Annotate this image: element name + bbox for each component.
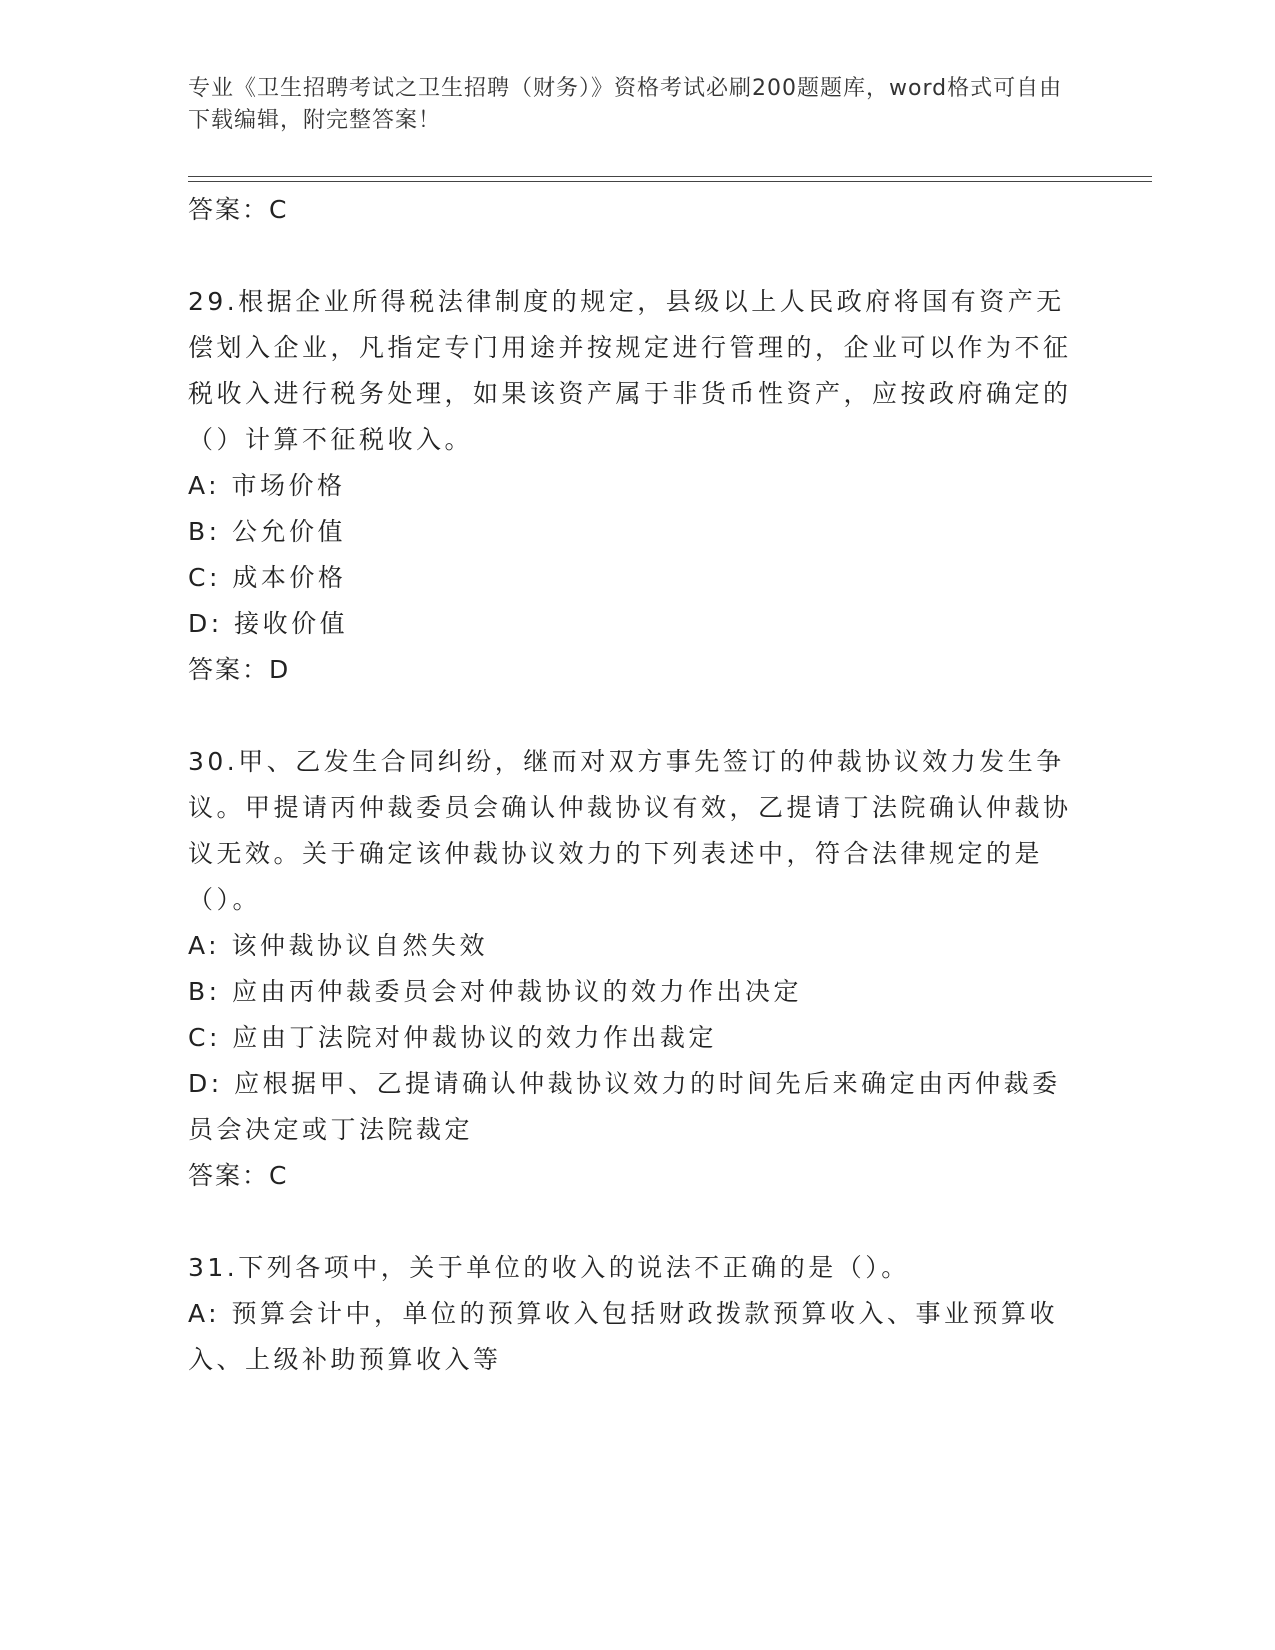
spacer bbox=[188, 1199, 1088, 1245]
question-31 bbox=[188, 1245, 1088, 1383]
page-header bbox=[188, 73, 1068, 137]
answer: 答案：D bbox=[188, 655, 291, 684]
option-c: C: 应由丁法院对仲裁协议的效力作出裁定 bbox=[188, 1023, 717, 1052]
option-a: A: 市场价格 bbox=[188, 471, 346, 500]
option-b: B: 公允价值 bbox=[188, 517, 347, 546]
option-b: B: 应由丙仲裁委员会对仲裁协议的效力作出决定 bbox=[188, 977, 803, 1006]
question-stem: 29.根据企业所得税法律制度的规定，县级以上人民政府将国有资产无偿划入企业，凡指定专门用途并按规定进行管理的，企业可以作为不征税收入进行税务处理，如果该资产属于非货币性资产，应按政府确定的（）计算不征税收入。 bbox=[188, 287, 1072, 454]
spacer bbox=[188, 693, 1088, 739]
question-stem: 30.甲、乙发生合同纠纷，继而对双方事先签订的仲裁协议效力发生争议。甲提请丙仲裁委员会确认仲裁协议有效，乙提请丁法院确认仲裁协议无效。关于确定该仲裁协议效力的下列表述中，符合法律规定的是（）。 bbox=[188, 747, 1072, 914]
question-30 bbox=[188, 739, 1088, 1199]
question-29 bbox=[188, 279, 1088, 693]
option-a: A: 该仲裁协议自然失效 bbox=[188, 931, 489, 960]
document-body bbox=[188, 187, 1088, 1383]
spacer bbox=[188, 233, 1088, 279]
option-c: C: 成本价格 bbox=[188, 563, 347, 592]
question-stem: 31.下列各项中，关于单位的收入的说法不正确的是（）。 bbox=[188, 1253, 910, 1282]
answer: 答案：C bbox=[188, 1161, 289, 1190]
header-text: 专业《卫生招聘考试之卫生招聘（财务）》资格考试必刷200题题库，word格式可自由下载编辑，附完整答案！ bbox=[188, 76, 1063, 133]
option-a: A: 预算会计中，单位的预算收入包括财政拨款预算收入、事业预算收入、上级补助预算收入等 bbox=[188, 1299, 1059, 1374]
option-d: D: 接收价值 bbox=[188, 609, 349, 638]
option-d: D: 应根据甲、乙提请确认仲裁协议效力的时间先后来确定由丙仲裁委员会决定或丁法院裁定 bbox=[188, 1069, 1061, 1144]
header-divider bbox=[188, 176, 1152, 182]
previous-answer: 答案：C bbox=[188, 195, 289, 224]
